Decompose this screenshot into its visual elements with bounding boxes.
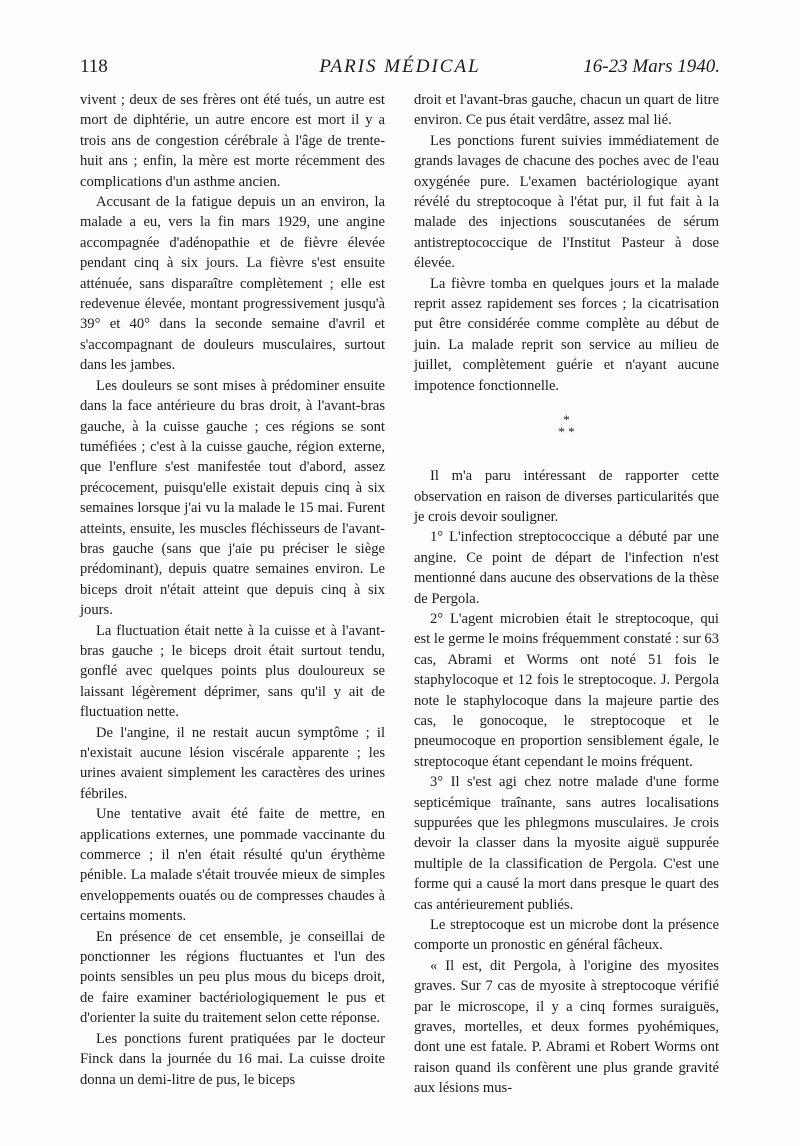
journal-title: PARIS MÉDICAL — [319, 56, 481, 77]
paragraph: La fièvre tomba en quelques jours et la malade reprit assez rapidement ses forces ; la cicatrisation put être considérée comme complète au début de juin. La malade reprit son service au milieu de juillet, complètement guérie et n'ayant aucune impotence fonctionnelle. — [414, 275, 719, 394]
asterisk-top: * — [563, 412, 570, 428]
paragraph: droit et l'avant-bras gauche, chacun un quart de litre environ. Ce pus était verdâtre, assez mal lié. — [414, 92, 719, 129]
paragraph: De l'angine, il ne restait aucun symptôme ; il n'existait aucune lésion viscérale apparente ; les urines avaient simplement les caractères des urines fébriles. — [80, 724, 385, 802]
asterisk-bottom: * * — [558, 424, 575, 440]
page-number: 118 — [80, 56, 108, 77]
paragraph: Les douleurs se sont mises à prédominer ensuite dans la face antérieure du bras droit, à l'avant-bras gauche, à la cuisse gauche ; ces régions se sont tuméfiées ; c'est à la cuisse gauche, région externe, que l'enflure s'est manifestée tout d'abord, assez précocement, puisqu'elle existait depuis cinq à six semaines lorsque j'ai vu la malade le 15 mai. Furent atteints, ensuite, les muscles fléchisseurs de l'avant-bras gauche (sans que j'aie pu préciser le siège prédominant), depuis quatre semaines environ. Le biceps droit n'était atteint que depuis cinq à six jours. — [80, 377, 385, 619]
right-column — [414, 90, 719, 1099]
section-separator — [414, 414, 719, 450]
paragraph: La fluctuation était nette à la cuisse et à l'avant-bras gauche ; le biceps droit était surtout tendu, gonflé avec quelques points plus douloureux se laissant légèrement déprimer, sans qu'il y ait de fluctuation nette. — [80, 622, 385, 721]
running-header — [80, 56, 720, 82]
issue-date: 16-23 Mars 1940. — [583, 56, 720, 77]
paragraph: 3° Il s'est agi chez notre malade d'une forme septicémique traînante, sans autres localisations suppurées que les phlegmons musculaires. Je crois devoir la classer dans la myosite aiguë suppurée multiple de la classification de Pergola. C'est une forme qui a causé la mort dans presque le quart des cas antérieurement publiés. — [414, 774, 719, 913]
paragraph: Accusant de la fatigue depuis un an environ, la malade a eu, vers la fin mars 1929, une angine accompagnée d'adénopathie et de fièvre élevée pendant cinq à six jours. La fièvre s'est ensuite atténuée, sans disparaître complètement ; elle est redevenue élevée, montant progressivement jusqu'à 39° et 40° dans la seconde semaine d'avril et s'accompagnant de douleurs musculaires, surtout dans les jambes. — [80, 194, 385, 374]
paragraph: Les ponctions furent suivies immédiatement de grands lavages de chacune des poches avec de l'eau oxygénée pure. L'examen bactériologique ayant révélé du streptocoque à l'état pur, il fut fait à la malade des injections souscutanées de sérum antistreptococcique de l'Institut Pasteur à dose élevée. — [414, 132, 719, 272]
paragraph: Le streptocoque est un microbe dont la présence comporte un pronostic en général fâcheux. — [414, 917, 719, 954]
left-column — [80, 90, 385, 1090]
paragraph: En présence de cet ensemble, je conseillai de ponctionner les régions fluctuantes et l'un des points sensibles un peu plus mous du biceps droit, de faire examiner bactériologiquement le pus et d'orienter la suite du traitement selon cette réponse. — [80, 928, 385, 1027]
paragraph: 2° L'agent microbien était le streptocoque, qui est le germe le moins fréquemment constaté : sur 63 cas, Abrami et Worms ont noté 51 fois le staphylocoque et 12 fois le streptocoque. J. Pergola note le staphylocoque dans la majeure partie des cas, le gonocoque, le streptocoque et le pneumocoque en proportion sensiblement égale, le streptocoque étant cependant le moins fréquent. — [414, 610, 719, 770]
paragraph: Les ponctions furent pratiquées par le docteur Finck dans la journée du 16 mai. La cuisse droite donna un demi-litre de pus, le biceps — [80, 1030, 385, 1088]
paragraph: Une tentative avait été faite de mettre, en applications externes, une pommade vaccinante du commerce ; il n'en était résulté qu'un érythème pénible. La malade s'était trouvée mieux de simples enveloppements ouatés ou de compresses chaudes à certains moments. — [80, 806, 385, 925]
paragraph: 1° L'infection streptococcique a débuté par une angine. Ce point de départ de l'infection n'est mentionné dans aucune des observations de la thèse de Pergola. — [414, 529, 719, 607]
paragraph: Il m'a paru intéressant de rapporter cette observation en raison de diverses particularités que je crois devoir souligner. — [414, 468, 719, 525]
paragraph: vivent ; deux de ses frères ont été tués, un autre est mort de diphtérie, un autre encore est mort il y a trois ans de congestion cérébrale à l'âge de trente-huit ans ; enfin, la mère est morte récemment des complications d'un asthme ancien. — [80, 92, 385, 190]
paragraph: « Il est, dit Pergola, à l'origine des myosites graves. Sur 7 cas de myosite à streptocoque vérifié par le microscope, il y a cinq formes suraiguës, graves, mortelles, et deux formes pyohémiques, dont une est fatale. P. Abrami et Robert Worms ont raison quand ils confèrent une plus grande gravité aux lésions mus- — [414, 957, 719, 1097]
